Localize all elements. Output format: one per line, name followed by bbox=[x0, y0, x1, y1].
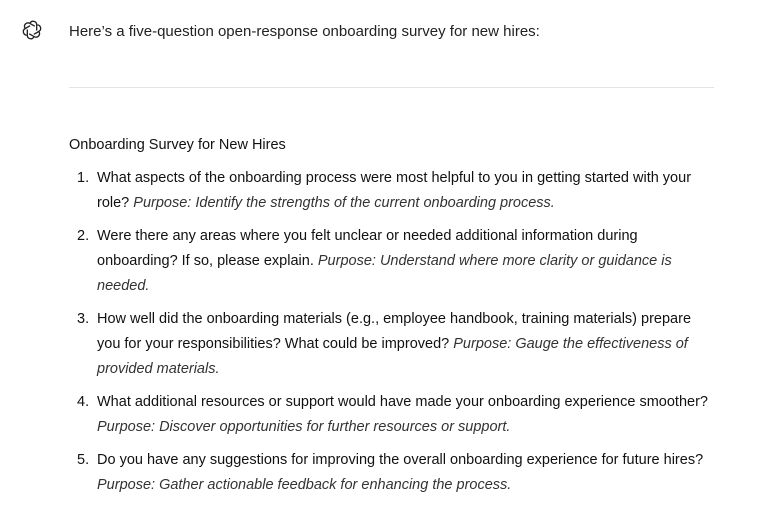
question-text: What aspects of the onboarding process were most helpful to you in getting started with your role? bbox=[97, 170, 692, 211]
survey-title: Onboarding Survey for New Hires bbox=[69, 137, 286, 153]
survey-question bbox=[69, 166, 715, 216]
question-text: What additional resources or support would have made your onboarding experience smoother? bbox=[97, 394, 708, 410]
openai-logo-icon bbox=[22, 20, 42, 40]
question-number: 3. bbox=[77, 311, 90, 327]
question-purpose: Purpose: Understand where more clarity or guidance is needed. bbox=[97, 253, 672, 294]
horizontal-divider bbox=[69, 87, 714, 88]
question-number: 2. bbox=[77, 228, 90, 244]
survey-question bbox=[69, 390, 715, 440]
assistant-avatar bbox=[21, 19, 43, 41]
question-text: Were there any areas where you felt unclear or needed additional information during onboarding? If so, please explain. bbox=[97, 228, 638, 269]
assistant-intro-text: Here’s a five-question open-response onboarding survey for new hires: bbox=[69, 23, 540, 40]
question-number: 1. bbox=[77, 170, 90, 186]
question-number: 4. bbox=[77, 394, 90, 410]
question-purpose: Purpose: Gather actionable feedback for enhancing the process. bbox=[97, 477, 512, 493]
question-purpose: Purpose: Discover opportunities for further resources or support. bbox=[97, 419, 511, 435]
question-purpose: Purpose: Identify the strengths of the current onboarding process. bbox=[133, 195, 555, 211]
survey-question bbox=[69, 448, 715, 498]
question-text: Do you have any suggestions for improving the overall onboarding experience for future hires? bbox=[97, 452, 704, 468]
survey-question bbox=[69, 307, 715, 382]
survey-question-list bbox=[69, 166, 715, 506]
question-number: 5. bbox=[77, 452, 90, 468]
question-purpose: Purpose: Gauge the effectiveness of provided materials. bbox=[97, 336, 688, 377]
question-text: How well did the onboarding materials (e.g., employee handbook, training materials) prepare you for your responsibilities? What could be improved? bbox=[97, 311, 692, 352]
survey-question bbox=[69, 224, 715, 299]
